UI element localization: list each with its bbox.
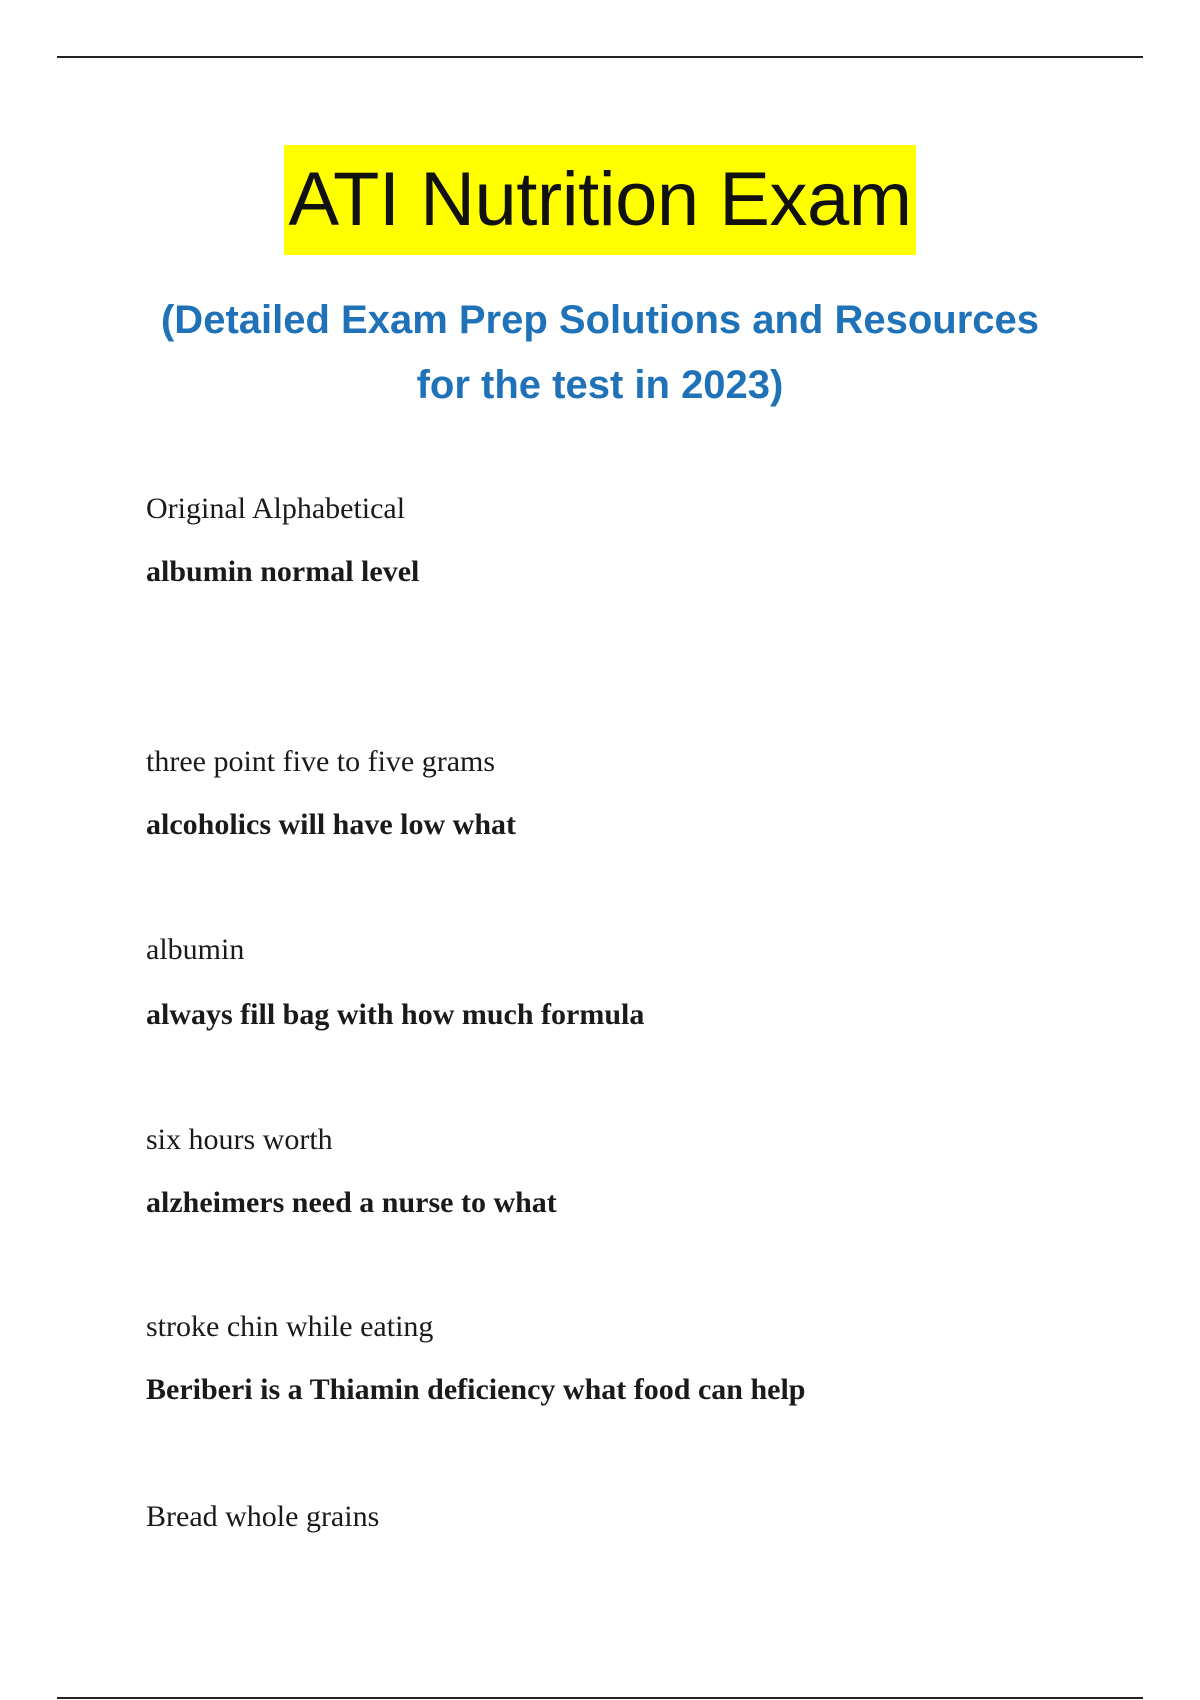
- title-block: [0, 145, 1200, 255]
- bottom-rule: [57, 1697, 1143, 1699]
- answer-1: three point five to five grams: [146, 745, 496, 778]
- top-rule: [57, 56, 1143, 58]
- answer-4: stroke chin while eating: [146, 1310, 434, 1343]
- question-2: alcoholics will have low what: [146, 808, 517, 841]
- intro-line: Original Alphabetical: [146, 492, 406, 525]
- document-subtitle: (Detailed Exam Prep Solutions and Resources for the test in 2023): [160, 298, 1040, 407]
- question-1: albumin normal level: [146, 555, 420, 588]
- answer-5: Bread whole grains: [146, 1500, 380, 1533]
- question-3: always fill bag with how much formula: [146, 998, 645, 1031]
- question-5: Beriberi is a Thiamin deficiency what food can help: [146, 1373, 806, 1406]
- answer-2: albumin: [146, 933, 245, 966]
- answer-3: six hours worth: [146, 1123, 333, 1156]
- document-title: ATI Nutrition Exam: [284, 145, 915, 255]
- question-4: alzheimers need a nurse to what: [146, 1186, 557, 1219]
